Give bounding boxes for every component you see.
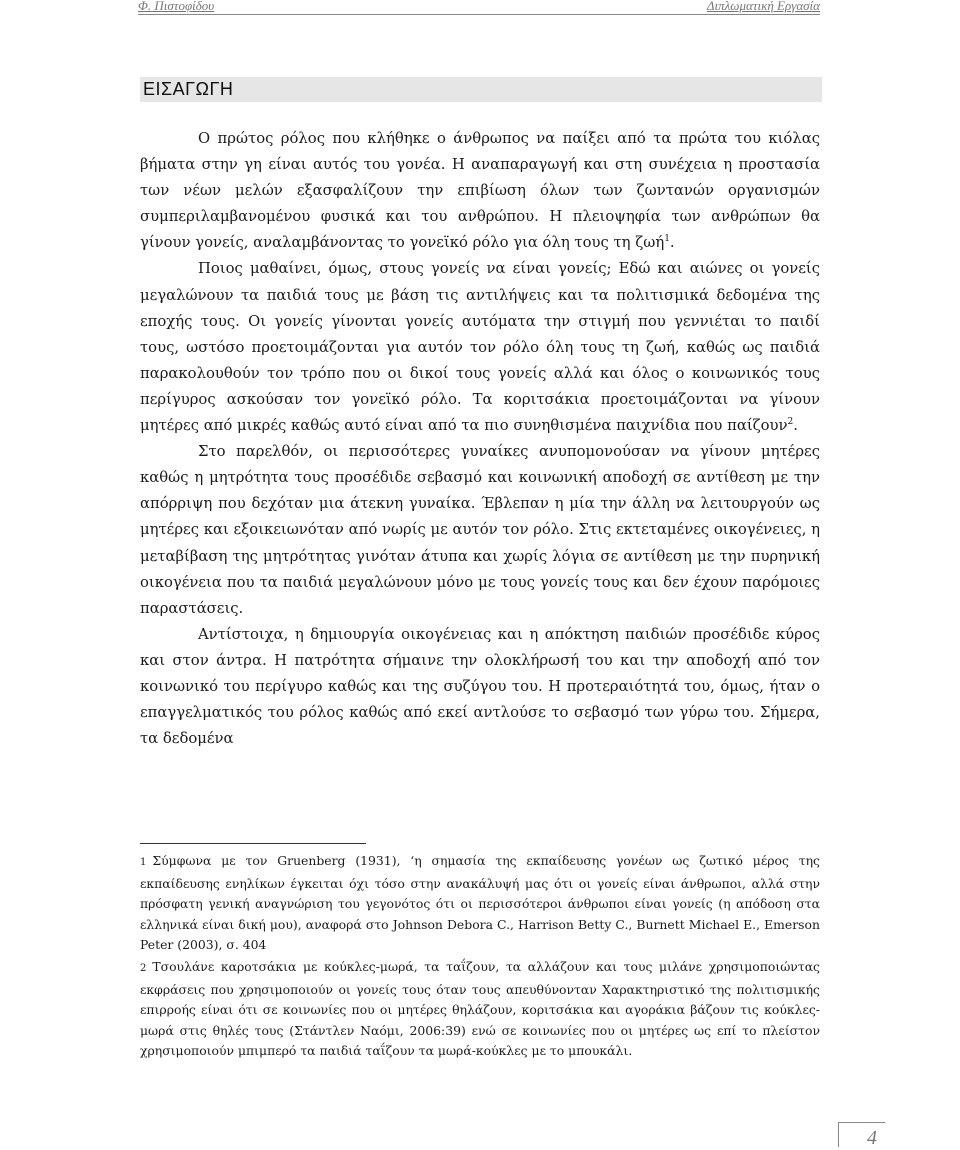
page-number-box [838,1122,885,1147]
footnote-separator [140,843,366,844]
paragraph-punctuation: . [669,234,675,252]
footnote-text: Σύμφωνα με τον Gruenberg (1931), ‘η σημασία της εκπαίδευσης γονέων ως ζωτικό μέρος της εκπαίδευσης ενηλίκων έγκειται όχι τόσο στην ανακάλυψή μας ότι οι γονείς είναι άνθρωποι, αλλά στην πρόσφατη γενική αναγνώριση του γεγονότος ότι οι περισσότεροι άνθρωποι είναι γονείς (η απόδοση στα ελληνικά είναι δική μου), αναφορά στο Johnson Debora C., Harrison Betty C., Burnett Michael E., Emerson Peter (2003), σ. 404 [140,853,820,953]
paragraph [140,622,820,752]
header-document-type: Διπλωματική Εργασία [706,0,820,13]
footnote-mark: 2 [140,962,147,974]
chapter-heading-bar [140,77,822,102]
paragraph [140,126,820,256]
paragraph-punctuation: . [793,417,798,435]
paragraph-text: Ο πρώτος ρόλος που κλήθηκε ο άνθρωπος να παίξει από τα πρώτα του κιόλας βήματα στην γη είναι αυτός του γονέα. Η αναπαραγωγή και στη συνέχεια η προστασία των νέων μελών εξασφαλίζουν την επιβίωση όλων των ζωντανών οργανισμών συμπεριλαμβανομένου φυσικά και του ανθρώπου. Η πλειοψηφία των ανθρώπων θα γίνουν γονείς, αναλαμβάνοντας το γονεϊκό ρόλο για όλη τους τη ζωή [140,130,820,252]
paragraph-text: Στο παρελθόν, οι περισσότερες γυναίκες ανυπομονούσαν να γίνουν μητέρες καθώς η μητρότητα τους προσέδιδε σεβασμό και κοινωνική αποδοχή σε αντίθεση με την απόρριψη που δεχόταν μια άτεκνη γυναίκα. Έβλεπαν η μία την άλλη να λειτουργούν ως μητέρες και εξοικειωνόταν από νωρίς με αυτόν τον ρόλο. Στις εκτεταμένες οικογένειες, η μεταβίβαση της μητρότητας γινόταν άτυπα και χωρίς λόγια σε αντίθεση με την πυρηνική οικογένεια που τα παιδιά μεγαλώνουν μόνο με τους γονείς τους και δεν έχουν παρόμοιες παραστάσεις. [140,443,820,617]
footnote-text: Τσουλάνε καροτσάκια με κούκλες-μωρά, τα ταΐζουν, τα αλλάζουν και τους μιλάνε χρησιμοποιώντας εκφράσεις που χρησιμοποιούν οι γονείς τους όταν τους απευθύνονταν Χαρακτηριστικό της πολιτισμικής επιρροής είναι ότι σε κοινωνίες που οι μητέρες θηλάζουν, κοριτσάκια και αγοράκια βάζουν τις κούκλες-μωρά στις θηλές τους (Στάντλεν Ναόμι, 2006:39) ενώ σε κοινωνίες που οι μητέρες ως επί το πλείστον χρησιμοποιούν μπιμπερό τα παιδιά ταΐζουν τα μωρά-κούκλες με το μπουκάλι. [140,958,820,1059]
page-number: 4 [867,1127,877,1149]
paragraph [140,256,820,439]
footnote-reference[interactable]: 2 [787,417,794,428]
footnotes [140,851,820,1063]
chapter-title: ΕΙΣΑΓΩΓΗ [143,79,234,99]
body-text [140,126,820,752]
paragraph-text: Ποιος μαθαίνει, όμως, στους γονείς να είναι γονείς; Εδώ και αιώνες οι γονείς μεγαλώνουν τα παιδιά τους με βάση τις αντιλήψεις και τα πολιτισμικά δεδομένα της εποχής τους. Οι γονείς γίνονται γονείς αυτόματα την στιγμή που γεννιέται το παιδί τους, ωστόσο προετοιμάζονται για αυτόν τον ρόλο όλη τους τη ζωή, καθώς ως παιδιά παρακολουθούν τον τρόπο που οι δικοί τους γονείς αλλά και όλος ο κοινωνικός τους περίγυρος ασκούσαν τον γονεϊκό ρόλο. Τα κοριτσάκια προετοιμάζονται να γίνουν μητέρες από μικρές καθώς αυτό είναι από τα πιο συνηθισμένα παιχνίδια που παίζουν [140,260,820,435]
footnote [140,957,820,1062]
footnote-mark: 1 [140,857,147,868]
page-header [138,0,820,15]
paragraph-text: Αντίστοιχα, η δημιουργία οικογένειας και η απόκτηση παιδιών προσέδιδε κύρος και στον άντρα. Η πατρότητα σήμαινε την ολοκλήρωσή του και την αποδοχή από τον κοινωνικό του περίγυρο καθώς και της συζύγου του. Η προτεραιότητά του, όμως, ήταν ο επαγγελματικός του ρόλος καθώς από εκεί αντλούσε το σεβασμό των γύρω του. Σήμερα, τα δεδομένα [140,625,820,748]
footnote-reference[interactable]: 1 [664,234,670,245]
paragraph [140,439,820,622]
footnote [140,851,820,956]
header-author: Φ. Πιστοφίδου [138,0,215,13]
